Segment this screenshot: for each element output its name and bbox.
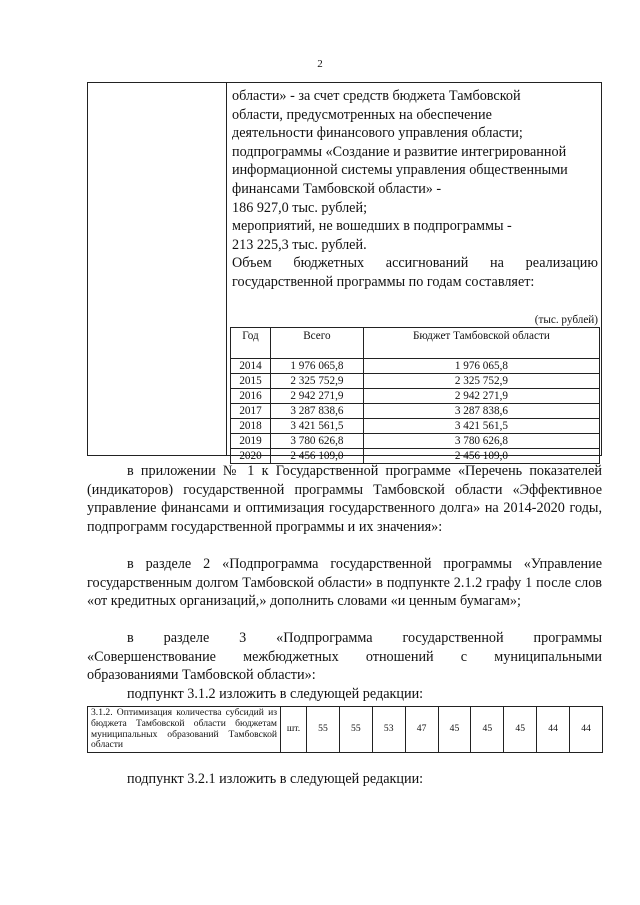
year-cell: 2020 [231, 448, 271, 463]
page-number: 2 [317, 58, 323, 70]
table-row [231, 433, 600, 448]
table-row [231, 373, 600, 388]
passport-line: подпрограммы «Создание и развитие интегрированной [232, 143, 567, 160]
table-row [231, 448, 600, 463]
total-cell: 3 780 626,8 [271, 433, 364, 448]
indicator-value-cell: 55 [307, 707, 340, 753]
paragraph-section-3: в разделе 3 «Подпрограмма государственной программы «Совершенствование межбюджетных отношений с муниципальными образованиями Тамбовской области»: [87, 630, 602, 684]
indicator-value-cell: 45 [471, 707, 504, 753]
header-total: Всего [271, 327, 364, 358]
program-passport-table [87, 82, 602, 462]
passport-right-cell [232, 87, 598, 464]
funding-by-year-table [230, 327, 600, 464]
total-cell: 1 976 065,8 [271, 358, 364, 373]
budget-cell: 3 780 626,8 [363, 433, 599, 448]
indicator-value-cell: 44 [537, 707, 570, 753]
indicator-name-cell: 3.1.2. Оптимизация количества субсидий из бюджета Тамбовской области бюджетам муниципальных образований Тамбовской области [88, 707, 281, 753]
header-year: Год [231, 327, 271, 358]
total-cell: 2 456 109,0 [271, 448, 364, 463]
budget-cell: 2 456 109,0 [363, 448, 599, 463]
total-cell: 3 287 838,6 [271, 403, 364, 418]
total-cell: 2 325 752,9 [271, 373, 364, 388]
passport-line: 213 225,3 тыс. рублей. [232, 236, 367, 253]
year-cell: 2015 [231, 373, 271, 388]
paragraph-subitem-3-1-2: подпункт 3.1.2 изложить в следующей редакции: [127, 686, 424, 702]
passport-line: финансами Тамбовской области» - [232, 180, 442, 197]
table-row [88, 707, 603, 753]
volume-line: Объем бюджетных ассигнований на реализацию [232, 255, 598, 272]
units-label: (тыс. рублей) [534, 313, 598, 326]
year-cell: 2018 [231, 418, 271, 433]
budget-cell: 2 325 752,9 [363, 373, 599, 388]
table-row [231, 388, 600, 403]
year-cell: 2019 [231, 433, 271, 448]
paragraph-section-2: в разделе 2 «Подпрограмма государственной программы «Управление государственным долгом Тамбовской области» в подпункте 2.1.2 графу 1 после слов «от кредитных организаций,» дополнить словами «и ценным бумагам»; [87, 556, 602, 610]
year-cell: 2017 [231, 403, 271, 418]
header-regional-budget: Бюджет Тамбовской области [363, 327, 599, 358]
total-cell: 3 421 561,5 [271, 418, 364, 433]
indicator-value-cell: 47 [405, 707, 438, 753]
passport-line: деятельности финансового управления области; [232, 125, 523, 142]
table-row [231, 358, 600, 373]
passport-line: мероприятий, не вошедших в подпрограммы - [232, 218, 512, 235]
passport-line: области» - за счет средств бюджета Тамбовской [232, 88, 521, 104]
passport-line: 186 927,0 тыс. рублей; [232, 199, 368, 216]
table-row [231, 418, 600, 433]
paragraph-subitem-3-2-1: подпункт 3.2.1 изложить в следующей редакции: [127, 771, 424, 787]
budget-cell: 2 942 271,9 [363, 388, 599, 403]
year-cell: 2016 [231, 388, 271, 403]
indicator-value-cell: 45 [504, 707, 537, 753]
column-divider [226, 83, 227, 455]
indicator-value-cell: 55 [339, 707, 372, 753]
total-cell: 2 942 271,9 [271, 388, 364, 403]
passport-line: области, предусмотренных на обеспечение [232, 106, 492, 123]
passport-line: информационной системы управления общественными [232, 162, 568, 179]
paragraph-appendix-1: в приложении № 1 к Государственной программе «Перечень показателей (индикаторов) государственной программы Тамбовской области «Эффективное управление финансами и оптимизация государственного долга» на 2014-2020 годы, подпрограмм государственной программы и их значения»: [87, 463, 602, 535]
volume-line: государственной программы по годам составляет: [232, 273, 535, 290]
indicator-unit-cell: шт. [281, 707, 307, 753]
budget-cell: 3 287 838,6 [363, 403, 599, 418]
table-header-row [231, 327, 600, 358]
budget-cell: 1 976 065,8 [363, 358, 599, 373]
indicator-table [87, 706, 603, 753]
budget-cell: 3 421 561,5 [363, 418, 599, 433]
indicator-value-cell: 44 [570, 707, 603, 753]
year-cell: 2014 [231, 358, 271, 373]
indicator-value-cell: 45 [438, 707, 471, 753]
table-row [231, 403, 600, 418]
indicator-value-cell: 53 [372, 707, 405, 753]
